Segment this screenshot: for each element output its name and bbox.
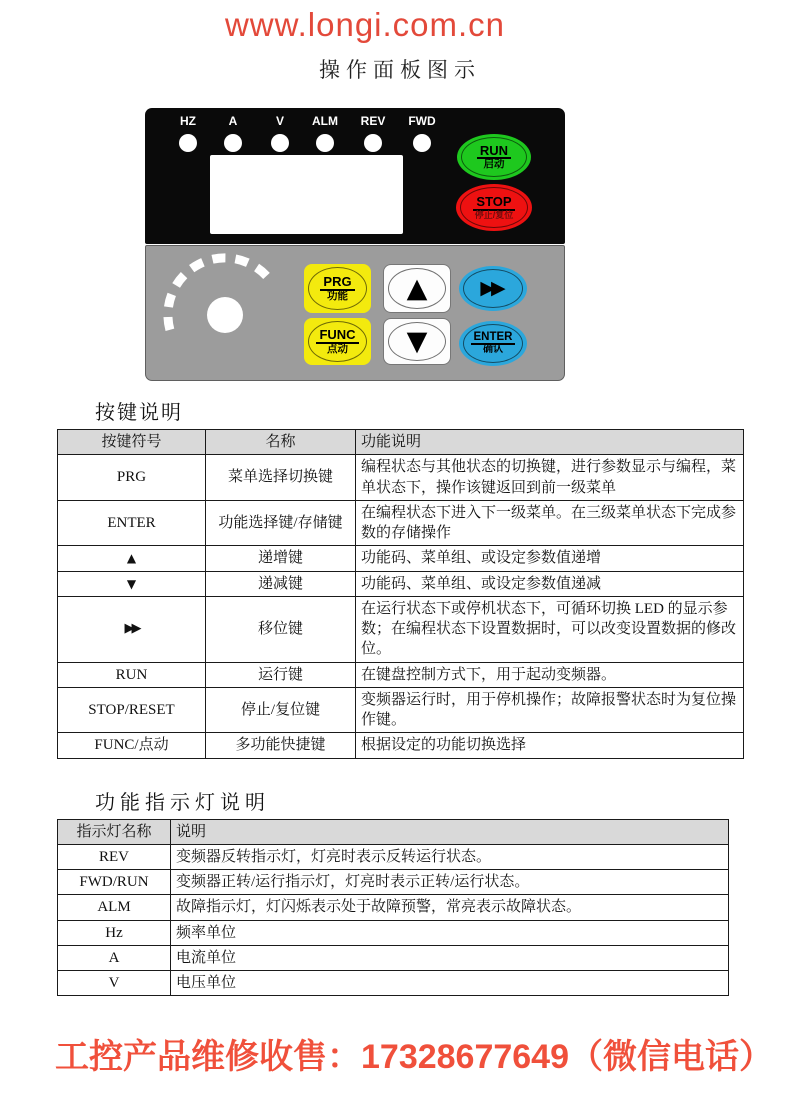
keys-table — [57, 429, 744, 759]
table-row — [58, 870, 729, 895]
key-name-cell: 递减键 — [206, 571, 356, 596]
leds-section-heading: 功能指示灯说明 — [95, 791, 270, 814]
led-name-cell: V — [58, 971, 171, 996]
led-name-cell: A — [58, 945, 171, 970]
led-label: FWD — [408, 114, 436, 128]
led-name-cell: ALM — [58, 895, 171, 920]
key-name-cell: 菜单选择切换键 — [206, 455, 356, 501]
key-name-cell: 功能选择键/存储键 — [206, 500, 356, 546]
led-desc-cell: 变频器正转/运行指示灯，灯亮时表示正转/运行状态。 — [171, 870, 729, 895]
led-label: HZ — [180, 114, 196, 128]
operator-panel — [145, 108, 565, 381]
key-desc-cell: 在键盘控制方式下，用于起动变频器。 — [356, 662, 744, 687]
key-symbol-cell: PRG — [58, 455, 206, 501]
column-header: 功能说明 — [356, 430, 744, 455]
key-symbol-cell: ▼ — [58, 571, 206, 596]
shift-button[interactable] — [459, 266, 527, 311]
key-name-cell: 递增键 — [206, 546, 356, 571]
led-desc-cell: 频率单位 — [171, 920, 729, 945]
table-row — [58, 571, 744, 596]
shift-arrows-icon: ▶▶ — [480, 276, 502, 299]
enter-button-label: ENTER — [471, 331, 516, 345]
down-arrow-button[interactable] — [383, 318, 451, 365]
stop-button[interactable] — [456, 184, 532, 231]
potentiometer-knob[interactable] — [207, 297, 243, 333]
table-row — [58, 920, 729, 945]
key-desc-cell: 功能码、菜单组、或设定参数值递增 — [356, 546, 744, 571]
table-row — [58, 500, 744, 546]
led-indicator-hz — [168, 114, 208, 152]
key-symbol-cell: ENTER — [58, 500, 206, 546]
key-desc-cell: 在运行状态下或停机状态下，可循环切换 LED 的显示参数；在编程状态下设置数据时，可以改变设置数据的修改位。 — [356, 596, 744, 662]
led-indicator-rev — [353, 114, 393, 152]
contact-info: 工控产品维修收售：17328677649（微信电话） — [55, 1038, 773, 1077]
table-row — [58, 733, 744, 758]
key-symbol-cell: STOP/RESET — [58, 687, 206, 733]
led-desc-cell: 故障指示灯，灯闪烁表示处于故障预警，常亮表示故障状态。 — [171, 895, 729, 920]
key-name-cell: 运行键 — [206, 662, 356, 687]
table-row — [58, 687, 744, 733]
table-row — [58, 844, 729, 869]
led-name-cell: FWD/RUN — [58, 870, 171, 895]
stop-button-sub: 停止/复位 — [474, 209, 514, 220]
func-button-label: FUNC — [316, 328, 358, 344]
key-desc-cell: 编程状态与其他状态的切换键，进行参数显示与编程，菜单状态下，操作该键返回到前一级菜单 — [356, 455, 744, 501]
led-desc-cell: 电压单位 — [171, 971, 729, 996]
keys-section-heading: 按键说明 — [95, 402, 183, 424]
led-light-icon — [364, 134, 382, 152]
leds-table — [57, 819, 729, 997]
table-row — [58, 596, 744, 662]
key-symbol-cell: FUNC/点动 — [58, 733, 206, 758]
led-light-icon — [179, 134, 197, 152]
key-name-cell: 移位键 — [206, 596, 356, 662]
led-desc-cell: 电流单位 — [171, 945, 729, 970]
led-label: REV — [360, 114, 386, 128]
led-indicator-fwd — [402, 114, 442, 152]
up-arrow-icon: ▲ — [406, 273, 428, 304]
site-url[interactable]: www.longi.com.cn — [224, 6, 506, 43]
panel-display-area — [145, 108, 565, 244]
led-desc-cell: 变频器反转指示灯，灯亮时表示反转运行状态。 — [171, 844, 729, 869]
led-name-cell: Hz — [58, 920, 171, 945]
up-arrow-button[interactable] — [383, 264, 451, 313]
table-row — [58, 895, 729, 920]
page-title: 操作面板图示 — [319, 58, 481, 82]
key-desc-cell: 功能码、菜单组、或设定参数值递减 — [356, 571, 744, 596]
prg-button-sub: 功能 — [327, 289, 348, 302]
prg-button[interactable] — [304, 264, 371, 313]
key-desc-cell: 变频器运行时，用于停机操作；故障报警状态时为复位操作键。 — [356, 687, 744, 733]
led-label: A — [228, 114, 238, 128]
run-button-label: RUN — [477, 144, 511, 160]
table-row — [58, 662, 744, 687]
led-name-cell: REV — [58, 844, 171, 869]
stop-button-label: STOP — [473, 195, 514, 211]
key-name-cell: 多功能快捷键 — [206, 733, 356, 758]
led-light-icon — [224, 134, 242, 152]
key-desc-cell: 在编程状态下进入下一级菜单。在三级菜单状态下完成参数的存储操作 — [356, 500, 744, 546]
column-header: 说明 — [171, 819, 729, 844]
led-light-icon — [316, 134, 334, 152]
led-label: ALM — [312, 114, 338, 128]
prg-button-label: PRG — [320, 275, 354, 291]
table-row — [58, 945, 729, 970]
key-symbol-cell: ▲ — [58, 546, 206, 571]
down-arrow-icon: ▼ — [406, 326, 428, 357]
key-symbol-cell: RUN — [58, 662, 206, 687]
column-header: 按键符号 — [58, 430, 206, 455]
column-header: 指示灯名称 — [58, 819, 171, 844]
led-light-icon — [271, 134, 289, 152]
key-symbol-cell: ▶▶ — [58, 596, 206, 662]
func-button[interactable] — [304, 318, 371, 365]
run-button-sub: 启动 — [483, 158, 505, 171]
led-indicator-alm — [305, 114, 345, 152]
led-label: V — [275, 114, 284, 128]
led-light-icon — [413, 134, 431, 152]
led-indicator-a — [213, 114, 253, 152]
run-button[interactable] — [457, 134, 531, 180]
led-indicator-v — [260, 114, 300, 152]
enter-button-sub: 确认 — [483, 344, 503, 356]
table-row — [58, 455, 744, 501]
column-header: 名称 — [206, 430, 356, 455]
table-row — [58, 971, 729, 996]
key-name-cell: 停止/复位键 — [206, 687, 356, 733]
table-row — [58, 546, 744, 571]
func-button-sub: 点动 — [327, 342, 348, 355]
enter-button[interactable] — [459, 321, 527, 366]
panel-key-area — [145, 245, 565, 381]
display-screen — [210, 155, 403, 234]
table-header-row — [58, 819, 729, 844]
key-desc-cell: 根据设定的功能切换选择 — [356, 733, 744, 758]
table-header-row — [58, 430, 744, 455]
